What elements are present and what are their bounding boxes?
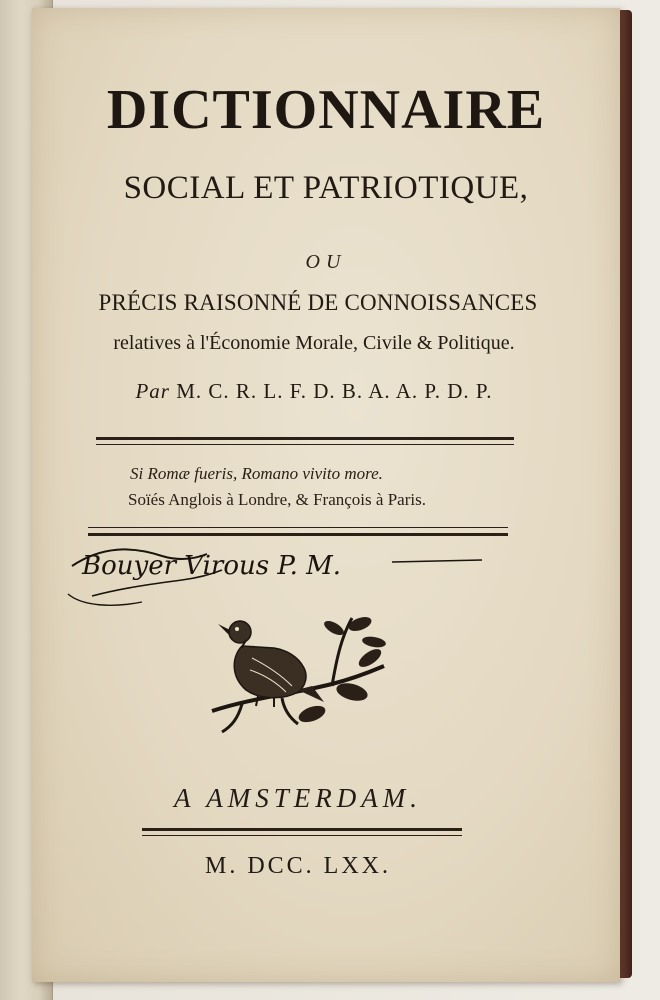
inscription-text: Bouyer Virous P. M.: [82, 551, 341, 581]
epigraph-line-1: Si Romæ fueris, Romano vivito more.: [130, 464, 383, 483]
imprint-divider-thin: [142, 835, 462, 836]
description-line-2: relatives à l'Économie Morale, Civile & Politique.: [113, 332, 515, 354]
imprint-year: M. DCC. LXX.: [204, 853, 391, 879]
conjunction-ou: OU: [305, 251, 347, 273]
bird-on-branch-icon: [202, 606, 392, 736]
top-divider-thin: [96, 444, 514, 445]
title-page: [32, 8, 620, 982]
book-title: DICTIONNAIRE: [106, 79, 546, 141]
author-line: [20, 379, 608, 404]
bottom-divider-thin: [88, 527, 508, 528]
description-line-1: PRÉCIS RAISONNÉ DE CONNOISSANCES: [98, 290, 538, 315]
author-initials: M. C. R. L. F. D. B. A. A. P. D. P.: [176, 379, 493, 403]
imprint-divider-thick: [142, 828, 462, 831]
imprint-place: A AMSTERDAM.: [174, 783, 422, 813]
handwritten-inscription: [62, 536, 522, 616]
author-prefix: Par: [135, 379, 170, 403]
top-divider-thick: [96, 437, 514, 440]
book-subtitle: SOCIAL ET PATRIOTIQUE,: [123, 170, 529, 206]
epigraph-line-2: Soïés Anglois à Londre, & François à Paris.: [128, 490, 426, 509]
